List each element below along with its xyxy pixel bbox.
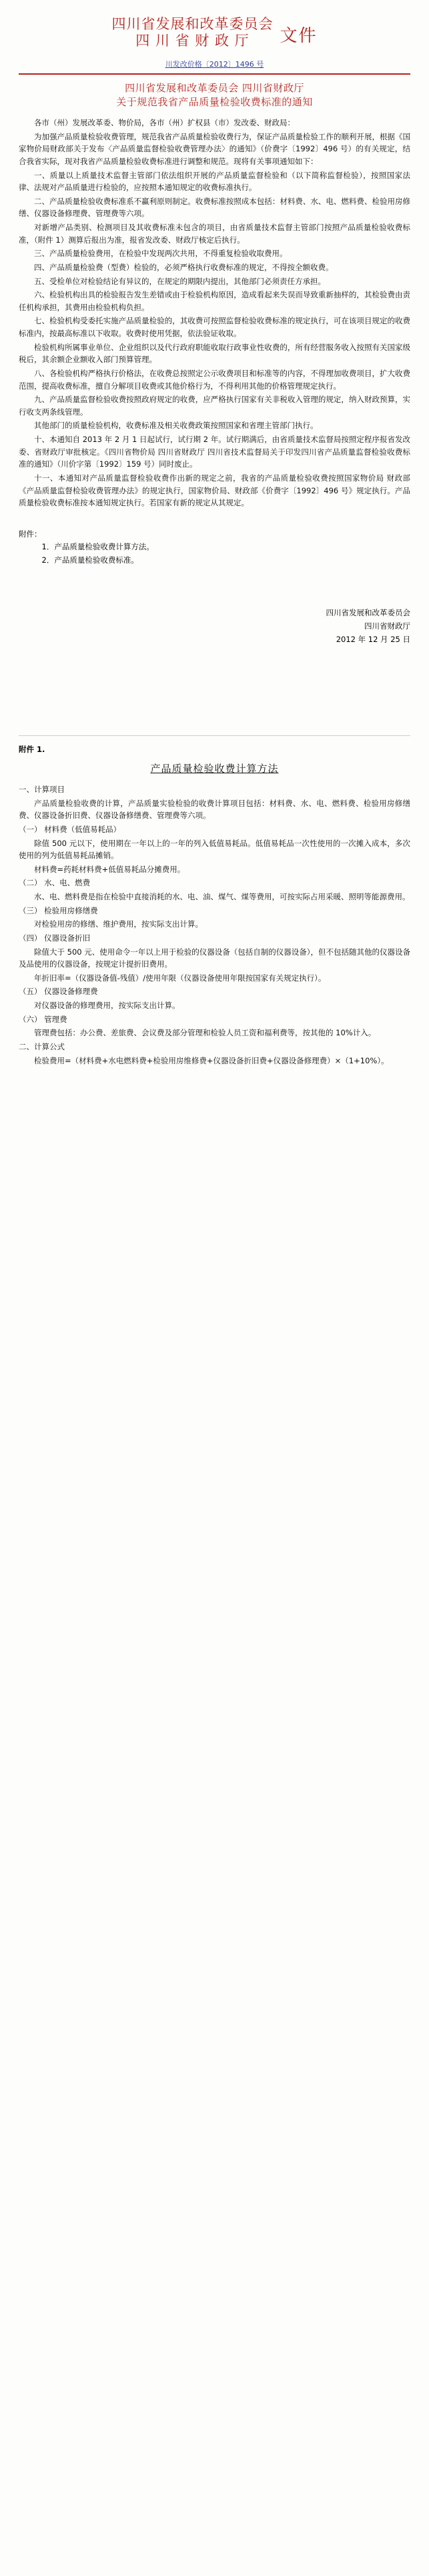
seal-area — [19, 646, 410, 726]
document-number — [19, 59, 410, 69]
paragraph: 八、各检验机构严格执行价格法，在收费总按照定公示收费项目和标准等的内容，不得理加收费项目，扩大收费范围，提高收费标准，擅自分解项目收费或其他价格行为，不得利用其他的价格管理规定执行。 — [19, 368, 410, 391]
paragraph: 材料费=药耗材料费+低值易耗品分摊费用。 — [34, 864, 185, 874]
paragraph: 七、检验机构受委托实施产品质量检验的，其收费可按照监督检验收费标准的规定执行，可在该项目规定的收费标准内，按最高标准以下收取。收费时使用凭据，依法验证收取。 — [19, 316, 410, 339]
paragraph: 九、产品质量监督检验收费按照政府规定的收费，应严格执行国家有关非税收入管理的规定，纳入财政预算，实行收支两条线管理。 — [19, 395, 410, 417]
paragraph: 检验机构所属事业单位、企业组织以及代行政府职能收取行政事业性收费的，所有经营服务收入按照有关国家级税后，其余额企业额收入部门预算管理。 — [19, 342, 410, 365]
paragraph: 水、电、燃料费是指在检验中直接消耗的水、电、油、煤气、煤等费用，可按实际占用采暖、照明等能源费用。 — [34, 892, 410, 902]
paragraph: 对检验用房的修缮、维护费用，按实际支出计算。 — [34, 919, 203, 929]
title-line-1: 四川省发展和改革委员会 四川省财政厅 — [125, 81, 304, 94]
section-heading: 二、计算公式 — [19, 1041, 65, 1051]
section-heading: （六） 管理费 — [19, 1014, 67, 1024]
attachment-1-title: 产品质量检验收费计算方法 — [150, 763, 279, 775]
attachments-heading: 附件： — [19, 529, 42, 539]
attachment-item: 1．产品质量检验收费计算方法。 — [41, 542, 154, 552]
section-heading: （四） 仪器设备折旧 — [19, 933, 91, 943]
paragraph: 产品质量检验收费的计算，产品质量实验检验的收费计算项目包括：材料费、水、电、燃料费、检验用房修缮费、仪器设备折旧费、仪器设备修缮费、管理费等六项。 — [19, 798, 410, 821]
document-title — [19, 81, 410, 111]
paragraph: 各市（州）发展改革委、物价局，各市（州）扩权县（市）发改委、财政局： — [34, 118, 295, 128]
paragraph: 其他部门的质量检验机构，收费标准及相关收费政策按照国家和省理主管部门执行。 — [34, 421, 318, 431]
page-break — [19, 735, 410, 736]
title-line-2: 关于规范我省产品质量检验收费标准的通知 — [116, 96, 313, 109]
paragraph: 对仪器设备的修理费用，按实际支出计算。 — [34, 1001, 180, 1011]
section-heading: （五） 仪器设备修理费 — [19, 987, 98, 997]
document-number-text: 川发改价格〔2012〕1496 号 — [165, 59, 264, 69]
red-divider — [19, 73, 410, 75]
signature-left: 四川省发展和改革委员会 — [326, 608, 410, 618]
paragraph: 三、产品质量检验费用，在检验中发现两次共用，不得重复检验收取费用。 — [34, 249, 288, 259]
paragraph: 管理费包括：办公费、差旅费、会议费及部分管理和检验人员工资和福利费等，按其他的 10%计入。 — [34, 1028, 376, 1038]
section-heading: （一） 材料费（低值易耗品） — [19, 824, 121, 834]
signature-right: 四川省财政厅 — [364, 621, 410, 631]
masthead — [19, 9, 410, 52]
paragraph: 除值 500 元以下，使用期在一年以上的一年的列入低值易耗品。低值易耗品一次性使用的一次摊入成本，多次使用的列为低值易耗品摊销。 — [19, 838, 410, 861]
paragraph: 一、质量以上质量技术监督主管部门依法组织开展的产品质量监督检验和（以下简称监督检验），按照国家法律、法规对产品质量进行检验的，应按照本通知规定的收费标准执行。 — [19, 170, 410, 193]
masthead-wenjian: 文件 — [280, 25, 318, 46]
attachment-item: 2．产品质量检验收费标准。 — [41, 555, 139, 565]
paragraph: 十一、本通知对产品质量监督检验收费作出新的规定之前，我省的产品质量检验收费按照国家物价局 财政部《产品质量监督检验收费管理办法》的规定执行，国家物价局、财政部《价费字〔1992〕496 号》规定执行。产品质量检验收费标准按本通知规定执行。若国家有新的规定从其规定。 — [19, 473, 410, 508]
section-heading: （三） 检验用房修缮费 — [19, 905, 98, 915]
section-heading: （二） 水、电、燃费 — [19, 878, 91, 888]
signature-date: 2012 年 12 月 25 日 — [336, 634, 410, 644]
document-body — [0, 0, 429, 1081]
paragraph: 十、本通知自 2013 年 2 月 1 日起试行，试行期 2 年。试行期满后，由省质量技术监督局按照定程序报省发改委、省财政厅审批核定。《四川省物价局 四川省财政厅 四川省技术监督局关于印发四川省产品质量监督检验收费标准的通知》（川价字第〔1992〕159 号）同时废止。 — [19, 435, 410, 469]
attachment-1-label: 附件 1. — [19, 745, 45, 755]
spacer — [19, 567, 410, 607]
spacer — [19, 511, 410, 528]
paragraph: 为加强产品质量检验收费管理，规范我省产品质量检验收费行为，保证产品质量检验工作的顺利开展，根据《国家物价局财政部关于发布〈产品质量监督检验收费管理办法〉的通知》（价费字〔1992〕496 号）的有关规定，结合我省实际，现对我省产品质量检验收费标准进行调整和规范。现将有关事项通知如下： — [19, 131, 410, 166]
paragraph: 六、检验机构出具的检验报告发生差错或由于检验机构原因，造成看起来失误而导致重新抽样的，其检验费由责任机构承担，其费用由检验机构负担。 — [19, 290, 410, 312]
masthead-line-2: 四 川 省 财 政 厅 — [135, 32, 250, 49]
masthead-line-1: 四川省发展和改革委员会 — [111, 16, 274, 32]
paragraph: 二、产品质量检验收费标准系不赢利原则制定。收费标准按照成本包括：材料费、水、电、燃料费、检验用房修缮、仪器设备修理费、管理费等六项。 — [19, 196, 410, 219]
paragraph: 对新增产品类别、检测项目及其收费标准未包含的项目，由省质量技术监督主管部门按照产品质量检验收费标准，（附件 1）测算后报出为准，报省发改委、财政厅核定后执行。 — [19, 223, 410, 245]
section-heading: 一、计算项目 — [19, 785, 65, 795]
paragraph: 检验费用=（材料费+水电燃料费+检验用房维修费+仪器设备折旧费+仪器设备修理费）×（1+10%）。 — [34, 1055, 389, 1065]
paragraph: 四、产品质量检验费（型费）检验的，必须严格执行收费标准的规定，不得按全额收费。 — [34, 262, 334, 272]
paragraph: 年折旧率=（仪器设备值-残值）/使用年限（仪器设备使用年限按国家有关规定执行）。 — [34, 973, 326, 983]
paragraph: 五、受检单位对检验结论有异议的，在规定的期限内提出，其他部门必须责任方承担。 — [34, 276, 326, 286]
masthead-lines — [111, 16, 273, 49]
paragraph: 除值大于 500 元、使用命令一年以上用于检验的仪器设备（包括自制的仪器设备），但不包括随其他的仪器设备及品使用的仪器设备，按规定计提折旧费用。 — [19, 947, 411, 969]
